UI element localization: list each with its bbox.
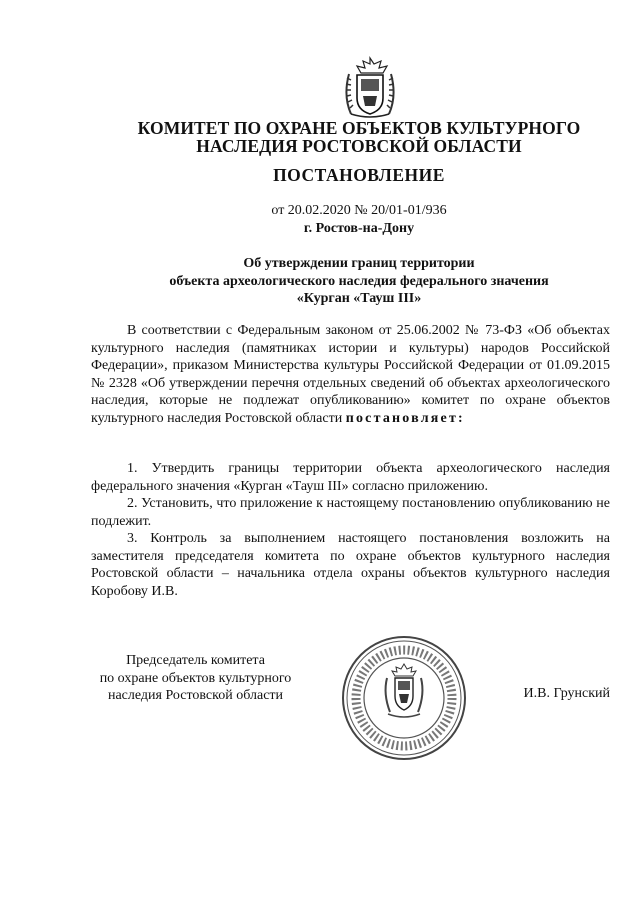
position-line-2: по охране объектов культурного [99,670,292,686]
organization-name-line2: НАСЛЕДИЯ РОСТОВСКОЙ ОБЛАСТИ [196,136,522,156]
resolution-items [91,460,610,600]
resolution-item-2: 2. Установить, что приложение к настоящему постановлению опубликованию не подлежит. [91,496,610,529]
organization-name-line1: КОМИТЕТ ПО ОХРАНЕ ОБЪЕКТОВ КУЛЬТУРНОГО [137,118,581,138]
document-type: ПОСТАНОВЛЕНИЕ [273,165,445,185]
position-line-1: Председатель комитета [126,653,265,668]
document-subject [0,255,640,308]
preamble-text: В соответствии с Федеральным законом от 25.06.2002 № 73-ФЗ «Об объектах культурного наследия (памятниках истории и культуры) народов Российской Федерации», приказом Министерства культуры Российской Федерации от 01.09.2015 № 2328 «Об утверждении перечня отдельных сведений об объектах археологического наследия, которые не подлежат опубликованию» комитет по охране объектов культурного наследия Ростовской области [91,323,610,426]
subject-line-1: Об утверждении границ территории [243,256,475,271]
signatory-name: И.В. Грунский [523,686,610,701]
preamble-paragraph [91,322,610,427]
date-and-number: от 20.02.2020 № 20/01-01/936 [271,203,447,218]
coat-of-arms-icon [341,56,399,120]
resolves-word: постановляет: [345,410,465,426]
resolution-item-1: 1. Утвердить границы территории объекта археологического наследия федерального значения «Курган «Тауш III» согласно приложению. [91,461,610,494]
position-line-3: наследия Ростовской области [107,688,284,703]
resolution-item-3: 3. Контроль за выполнением настоящего постановления возложить на заместителя председателя комитета по охране объектов культурного наследия Ростовской области – начальника отдела охраны объектов культурного наследия Коробову И.В. [91,531,610,599]
signatory-position [88,652,303,705]
city: г. Ростов-на-Дону [303,221,415,236]
subject-line-3: «Курган «Тауш III» [296,291,422,306]
official-seal-icon [340,634,468,762]
subject-line-2: объекта археологического наследия федерального значения [169,273,549,289]
